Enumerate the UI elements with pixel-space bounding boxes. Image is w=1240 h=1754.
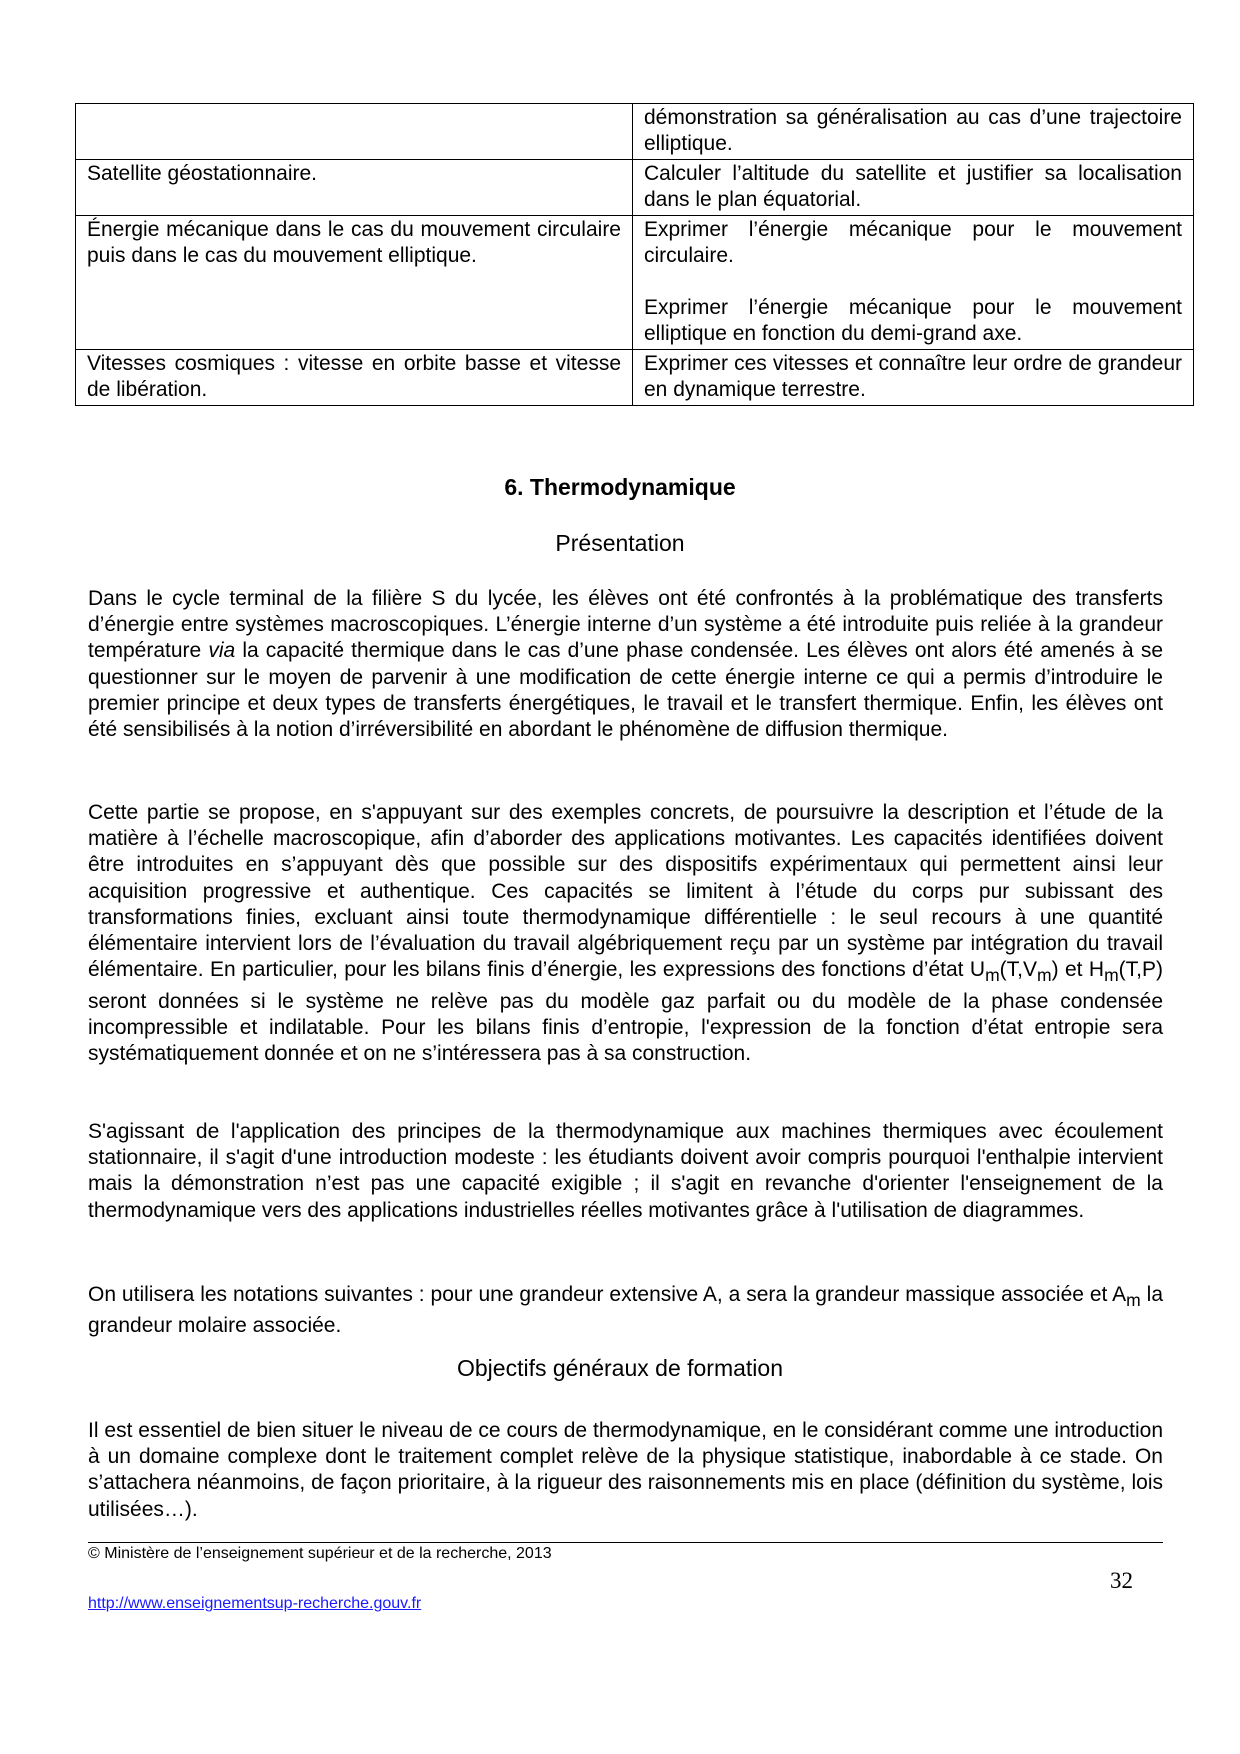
paragraph-presentation-2: Cette partie se propose, en s'appuyant sur des exemples concrets, de poursuivre la description et l’étude de la matière à l’échelle macroscopique, afin d’aborder des applications motivantes. Les capacités identifiées doivent être introduites en s’appuyant dès que possible sur des dispositifs expérimentaux qui permettent ainsi leur acquisition progressive et authentique. Ces capacités se limitent à l’étude du corps pur subissant des transformations finies, excluant ainsi toute thermodynamique différentielle : le seul recours à une quantité élémentaire intervient lors de l’évaluation du travail algébriquement reçu par un système par intégration du travail élémentaire. En particulier, pour les bilans finis d’énergie, les expressions des fonctions d’état $U_m(T,V_m)$ et $H_m(T,P)$ seront données si le système ne relève pas du modèle gaz parfait ou du modèle de la phase condensée incompressible et indilatable. Pour les bilans finis d’entropie, l'expression de la fonction d’état entropie sera systématiquement donnée et on ne s’intéressera pas à sa construction. [88,801,1163,1066]
competences-table [75,103,1194,406]
table-cell-capacite: démonstration sa généralisation au cas d’une trajectoire elliptique. [633,104,1194,160]
table-row [76,104,1194,160]
table-row [76,350,1194,406]
footer-link[interactable]: http://www.enseignementsup-recherche.gouv.fr [88,1595,422,1612]
table-cell-notion: Vitesses cosmiques : vitesse en orbite basse et vitesse de libération. [76,350,633,406]
presentation-heading: Présentation [555,530,685,556]
objectifs-heading: Objectifs généraux de formation [456,1355,783,1381]
table-cell-notion [76,104,633,160]
table-cell-notion: Satellite géostationnaire. [76,160,633,216]
table-cell-notion: Énergie mécanique dans le cas du mouvement circulaire puis dans le cas du mouvement elliptique. [76,216,633,350]
table-cell-capacite: Calculer l’altitude du satellite et justifier sa localisation dans le plan équatorial. [633,160,1194,216]
footer-divider [88,1542,1163,1543]
capacite-line: Exprimer l’énergie mécanique pour le mouvement circulaire. [644,218,1182,267]
section-title: 6. Thermodynamique [504,474,736,500]
capacite-line: Exprimer l’énergie mécanique pour le mouvement elliptique en fonction du demi-grand axe. [644,296,1182,345]
table-row [76,216,1194,350]
footer-copyright: © Ministère de l’enseignement supérieur et de la recherche, 2013 [88,1545,552,1562]
paragraph-presentation-3: S'agissant de l'application des principes de la thermodynamique aux machines thermiques avec écoulement stationnaire, il s'agit d'une introduction modeste : les étudiants doivent avoir compris pourquoi l'enthalpie intervient mais la démonstration n’est pas une capacité exigible ; il s'agit en revanche d'orienter l'enseignement de la thermodynamique vers des applications industrielles réelles motivantes grâce à l'utilisation de diagrammes. [88,1120,1163,1222]
page-number: 32 [1110,1568,1133,1593]
table-cell-capacite: Exprimer ces vitesses et connaître leur ordre de grandeur en dynamique terrestre. [633,350,1194,406]
paragraph-notations: On utilisera les notations suivantes : pour une grandeur extensive A, a sera la grandeur massique associée et $A_m$ la grandeur molaire associée. [88,1283,1163,1338]
paragraph-objectifs: Il est essentiel de bien situer le niveau de ce cours de thermodynamique, en le considérant comme une introduction à un domaine complexe dont le traitement complet relève de la physique statistique, inabordable à ce stade. On s’attachera néanmoins, de façon prioritaire, à la rigueur des raisonnements mis en place (définition du système, lois utilisées…). [88,1419,1163,1521]
paragraph-presentation-1: Dans le cycle terminal de la filière S du lycée, les élèves ont été confrontés à la problématique des transferts d’énergie entre systèmes macroscopiques. L’énergie interne d’un système a été introduite puis reliée à la grandeur température via la capacité thermique dans le cas d’une phase condensée. Les élèves ont alors été amenés à se questionner sur le moyen de parvenir à une modification de cette énergie interne ce qui a permis d’introduire le premier principe et deux types de transferts énergétiques, le travail et le transfert thermique. Enfin, les élèves ont été sensibilisés à la notion d’irréversibilité en abordant le phénomène de diffusion thermique. [88,587,1164,742]
table-cell-capacite [633,216,1194,350]
table-row [76,160,1194,216]
